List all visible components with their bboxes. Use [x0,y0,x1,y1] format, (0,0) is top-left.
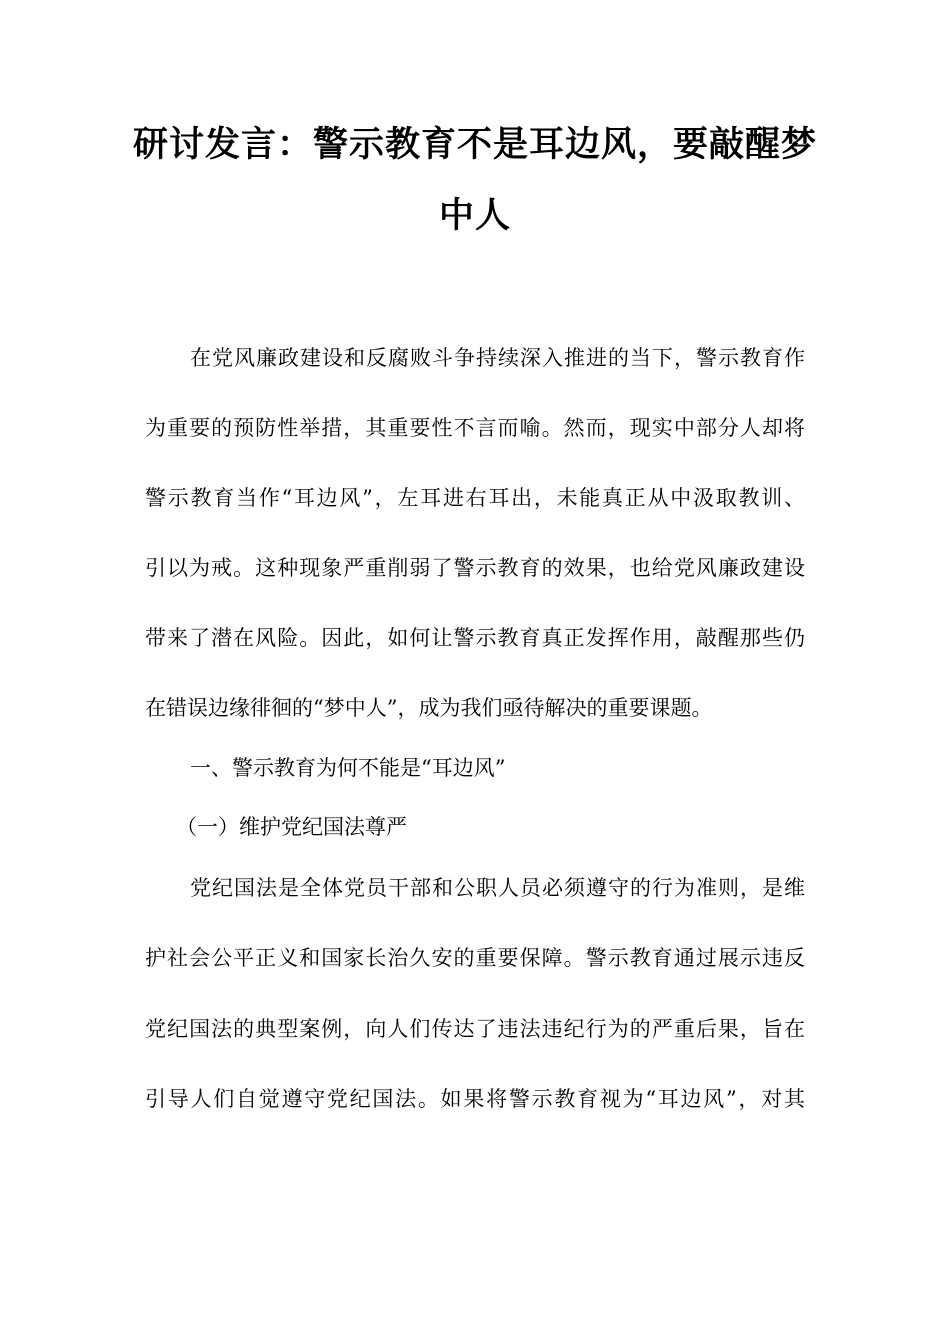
document-title-line-2: 中人 [438,195,511,236]
subsection-heading: （一）维护党纪国法尊严 [176,815,407,839]
body-paragraph-line: 党纪国法是全体党员干部和公职人员必须遵守的行为准则，是维 [190,876,805,900]
intro-paragraph-line: 引以为戒。这种现象严重削弱了警示教育的效果，也给党风廉政建设 [145,556,805,580]
intro-paragraph-line: 为重要的预防性举措，其重要性不言而喻。然而，现实中部分人却将 [145,416,805,440]
intro-paragraph-line: 警示教育当作“耳边风”，左耳进右耳出，未能真正从中汲取教训、 [145,486,805,510]
body-paragraph-line: 引导人们自觉遵守党纪国法。如果将警示教育视为“耳边风”，对其 [145,1087,805,1111]
intro-paragraph-line: 在错误边缘徘徊的“梦中人”，成为我们亟待解决的重要课题。 [145,696,713,720]
intro-paragraph-line: 在党风廉政建设和反腐败斗争持续深入推进的当下，警示教育作 [190,346,805,370]
body-paragraph-line: 护社会公平正义和国家长治久安的重要保障。警示教育通过展示违反 [145,946,805,970]
body-paragraph-line: 党纪国法的典型案例，向人们传达了违法违纪行为的严重后果，旨在 [145,1017,805,1041]
section-heading: 一、警示教育为何不能是“耳边风” [190,756,506,780]
intro-paragraph-line: 带来了潜在风险。因此，如何让警示教育真正发挥作用，敲醒那些仍 [145,626,805,650]
document-title-line-1: 研讨发言：警示教育不是耳边风，要敲醒梦 [132,124,817,165]
